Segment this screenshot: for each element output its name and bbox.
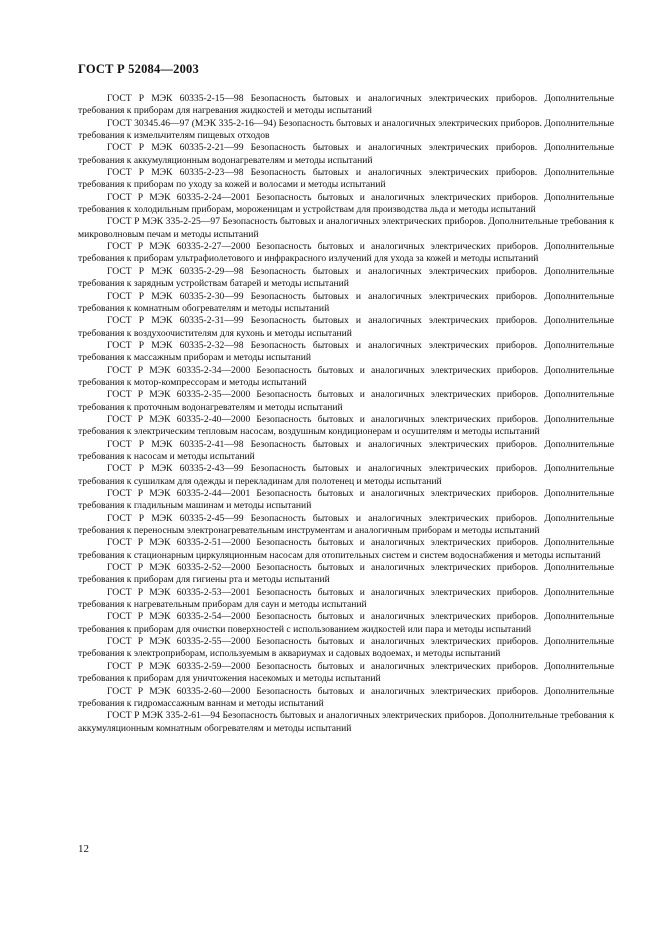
standard-entry: ГОСТ Р МЭК 60335-2-15—98 Безопасность бытовых и аналогичных электрических приборов. Дополнительные требования к приборам для нагревания жидкостей и методы испытаний bbox=[78, 93, 614, 117]
standard-entry: ГОСТ Р МЭК 60335-2-41—98 Безопасность бытовых и аналогичных электрических приборов. Дополнительные требования к насосам и методы испытаний bbox=[78, 438, 614, 462]
standard-entry: ГОСТ Р МЭК 60335-2-43—99 Безопасность бытовых и аналогичных электрических приборов. Дополнительные требования к сушилкам для одежды и перекладинам для полотенец и методы испытаний bbox=[78, 463, 614, 487]
standard-entry: ГОСТ Р МЭК 60335-2-45—99 Безопасность бытовых и аналогичных электрических приборов. Дополнительные требования к переносным электронагревательным инструментам и аналогичным приборам и методы испытаний bbox=[78, 512, 614, 537]
standard-entry: ГОСТ Р МЭК 60335-2-60—2000 Безопасность бытовых и аналогичных электрических приборов. Дополнительные требования к гидромассажным ваннам и методы испытаний bbox=[78, 685, 614, 709]
standard-entry: ГОСТ Р МЭК 60335-2-31—99 Безопасность бытовых и аналогичных электрических приборов. Дополнительные требования к воздухоочистителям для кухонь и методы испытаний bbox=[78, 315, 614, 339]
standard-entry: ГОСТ Р МЭК 60335-2-21—99 Безопасность бытовых и аналогичных электрических приборов. Дополнительные требования к аккумуляционным водонагревателям и методы испытаний bbox=[78, 142, 614, 166]
standard-entry: ГОСТ Р МЭК 60335-2-55—2000 Безопасность бытовых и аналогичных электрических приборов. Дополнительные требования к электроприборам, используемым в аквариумах и садовых водоемах, и методы испытаний bbox=[78, 636, 614, 660]
page-number: 12 bbox=[78, 843, 89, 855]
standard-entry: ГОСТ Р МЭК 60335-2-27—2000 Безопасность бытовых и аналогичных электрических приборов. Дополнительные требования к приборам ультрафиолетового и инфракрасного излучений для ухода за кожей и методы испытаний bbox=[78, 241, 614, 265]
standard-entry: ГОСТ Р МЭК 60335-2-32—98 Безопасность бытовых и аналогичных электрических приборов. Дополнительные требования к массажным приборам и методы испытаний bbox=[78, 339, 614, 364]
standard-entry: ГОСТ Р МЭК 60335-2-44—2001 Безопасность бытовых и аналогичных электрических приборов. Дополнительные требования к гладильным машинам и методы испытаний bbox=[78, 488, 614, 512]
standard-entry: ГОСТ Р МЭК 335-2-61—94 Безопасность бытовых и аналогичных электрических приборов. Дополнительные требования к аккумуляционным комнатным обогревателям и методы испытаний bbox=[78, 710, 614, 734]
standard-entry: ГОСТ Р МЭК 60335-2-30—99 Безопасность бытовых и аналогичных электрических приборов. Дополнительные требования к комнатным обогревателям и методы испытаний bbox=[78, 290, 614, 314]
standard-entry: ГОСТ Р МЭК 60335-2-59—2000 Безопасность бытовых и аналогичных электрических приборов. Дополнительные требования к приборам для уничтожения насекомых и методы испытаний bbox=[78, 660, 614, 685]
page-header-title: ГОСТ Р 52084—2003 bbox=[78, 62, 199, 76]
standard-entry: ГОСТ Р МЭК 60335-2-35—2000 Безопасность бытовых и аналогичных электрических приборов. Дополнительные требования к проточным водонагревателям и методы испытаний bbox=[78, 389, 614, 413]
standard-entry: ГОСТ Р МЭК 60335-2-54—2000 Безопасность бытовых и аналогичных электрических приборов. Дополнительные требования к приборам для очистки поверхностей с использованием жидкостей или пара и методы испытаний bbox=[78, 611, 614, 635]
standard-entry: ГОСТ Р МЭК 60335-2-29—98 Безопасность бытовых и аналогичных электрических приборов. Дополнительные требования к зарядным устройствам батарей и методы испытаний bbox=[78, 265, 614, 290]
standard-entry: ГОСТ Р МЭК 60335-2-53—2001 Безопасность бытовых и аналогичных электрических приборов. Дополнительные требования к нагревательным приборам для саун и методы испытаний bbox=[78, 586, 614, 611]
standard-entry: ГОСТ 30345.46—97 (МЭК 335-2-16—94) Безопасность бытовых и аналогичных электрических приборов. Дополнительные требования к измельчителям пищевых отходов bbox=[78, 117, 614, 142]
standard-entry: ГОСТ Р МЭК 60335-2-34—2000 Безопасность бытовых и аналогичных электрических приборов. Дополнительные требования к мотор-компрессорам и методы испытаний bbox=[78, 364, 614, 388]
standard-entry: ГОСТ Р МЭК 60335-2-52—2000 Безопасность бытовых и аналогичных электрических приборов. Дополнительные требования к приборам для гигиены рта и методы испытаний bbox=[78, 562, 614, 586]
standard-entry: ГОСТ Р МЭК 60335-2-24—2001 Безопасность бытовых и аналогичных электрических приборов. Дополнительные требования к холодильным приборам, мороженицам и устройствам для производства льда и методы испытаний bbox=[78, 191, 614, 216]
standard-entry: ГОСТ Р МЭК 335-2-25—97 Безопасность бытовых и аналогичных электрических приборов. Дополнительные требования к микроволновым печам и методы испытаний bbox=[78, 216, 614, 240]
standard-entry: ГОСТ Р МЭК 60335-2-23—98 Безопасность бытовых и аналогичных электрических приборов. Дополнительные требования к приборам по уходу за кожей и волосами и методы испытаний bbox=[78, 167, 614, 191]
standards-list bbox=[78, 93, 614, 735]
standard-entry: ГОСТ Р МЭК 60335-2-40—2000 Безопасность бытовых и аналогичных электрических приборов. Дополнительные требования к электрическим тепловым насосам, воздушным кондиционерам и осушителям и методы испытаний bbox=[78, 413, 614, 438]
standard-entry: ГОСТ Р МЭК 60335-2-51—2000 Безопасность бытовых и аналогичных электрических приборов. Дополнительные требования к стационарным циркуляционным насосам для отопительных систем и систем водоснабжения и методы испытаний bbox=[78, 537, 614, 561]
